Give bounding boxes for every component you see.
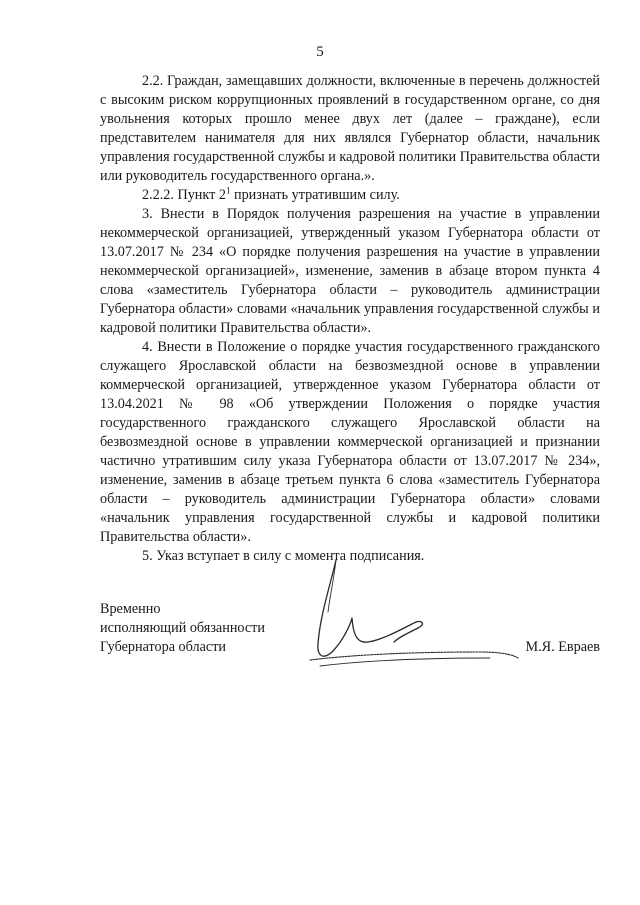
paragraph-2-2-2-post: признать утратившим силу. xyxy=(230,187,400,203)
page-number: 5 xyxy=(316,44,324,60)
paragraph-2-2-2-pre: 2.2.2. Пункт 2 xyxy=(142,187,226,203)
signer-name: М.Я. Евраев xyxy=(525,639,600,655)
paragraph-4: 4. Внести в Положение о порядке участия государственного гражданского служащего Ярославской области на безвозмездной основе в управлении коммерческой организацией, утвержденное указом Губернатора области от 13.04.2021 № 98 «Об утверждении Положения о порядке участия государственного гражданского служащего Ярославской области на безвозмездной основе в управлении коммерческой организацией и признании частично утратившим силу указа Губернатора области от 13.07.2017 № 234», изменение, заменив в абзаце третьем пункта 6 слова «заместитель Губернатора области – руководитель администрации Губернатора области» словами «начальник управления государственной службы и кадровой политики Правительства области». xyxy=(100,339,600,545)
signer-title-line: исполняющий обязанности xyxy=(100,620,265,636)
paragraph-2-2: 2.2. Граждан, замещавших должности, включенные в перечень должностей с высоким риском коррупционных проявлений в государственном органе, со дня увольнения которых прошло менее двух лет (далее – граждане), если представителем нанимателя для них являлся Губернатор области, начальник управления государственной службы и кадровой политики Правительства области или руководитель государственного органа.». xyxy=(100,73,600,184)
paragraph-5: 5. Указ вступает в силу с момента подписания. xyxy=(142,548,425,564)
paragraph-3: 3. Внести в Порядок получения разрешения на участие в управлении некоммерческой организацией, утвержденный указом Губернатора области от 13.07.2017 № 234 «О порядке получения разрешения на участие в управлении некоммерческой организацией», изменение, заменив в абзаце втором пункта 4 слова «заместитель Губернатора области – руководитель администрации Губернатора области» словами «начальник управления государственной службы и кадровой политики Правительства области». xyxy=(100,206,600,336)
signer-title-line: Губернатора области xyxy=(100,639,226,655)
paragraph-2-2-2-superscript: 1 xyxy=(225,185,231,196)
paragraph-2-2-2 xyxy=(100,186,600,205)
document-body xyxy=(100,72,600,566)
signature-block xyxy=(100,600,600,657)
signer-title-line: Временно xyxy=(100,601,161,617)
